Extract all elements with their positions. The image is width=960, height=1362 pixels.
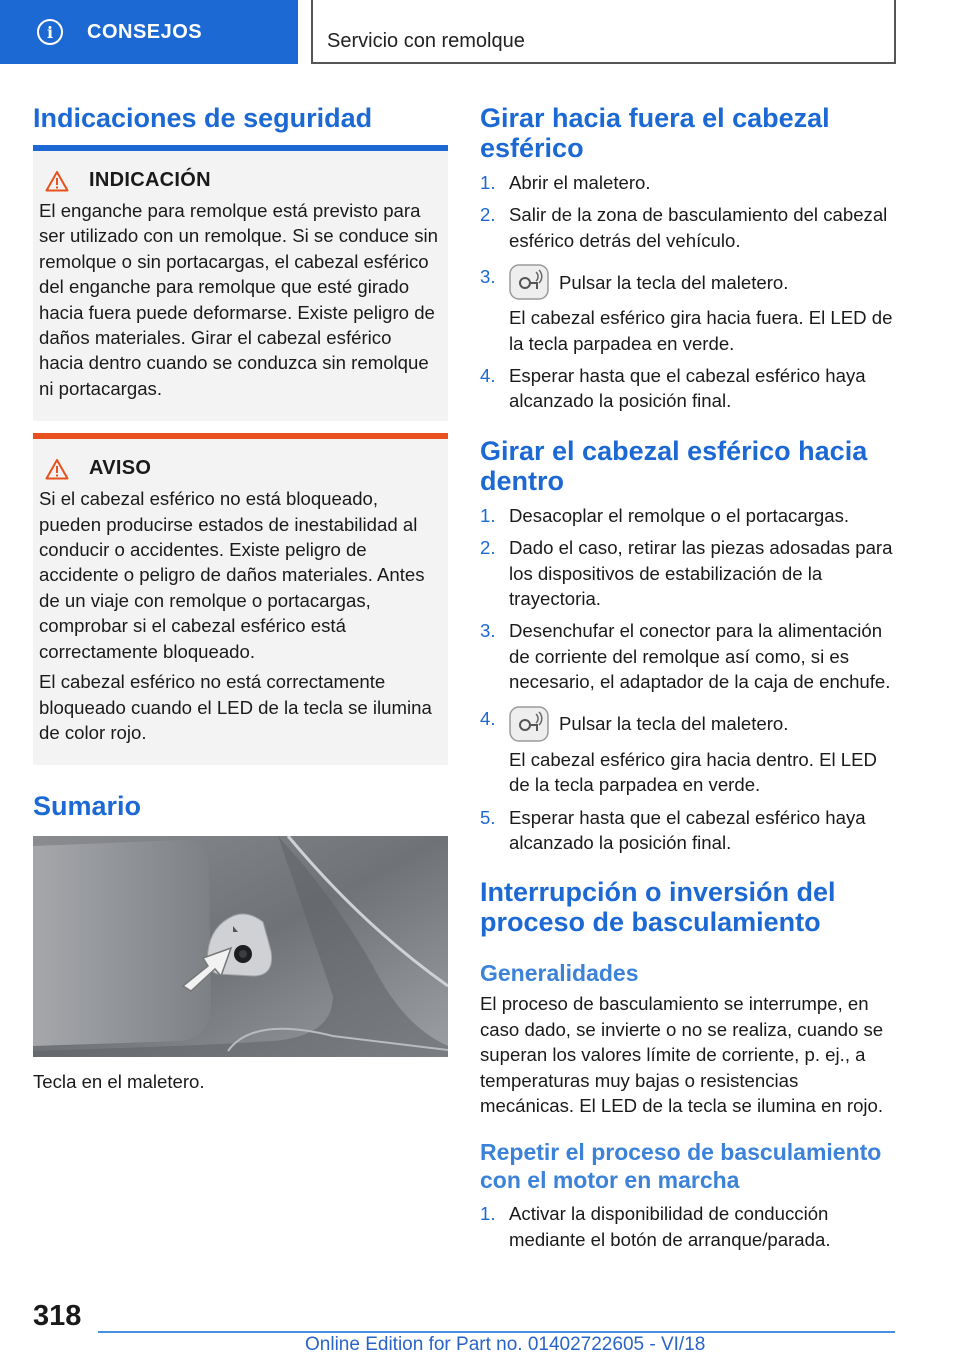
warning-triangle-icon xyxy=(45,170,69,192)
list-item: 2. Salir de la zona de basculamiento del cabezal esférico detrás del vehículo. xyxy=(480,204,888,251)
warning-callout xyxy=(33,433,448,765)
general-text: El proceso de basculamiento se interrumpe, en caso dado, se invierte o no se realiza, cuando se superan los valores límite de corriente, p. ej., a temperaturas muy bajas o resistencias mecánicas. El LED de la tecla se ilumina en rojo. xyxy=(480,993,884,1116)
general-heading: Generalidades xyxy=(480,960,639,987)
warning-triangle-icon xyxy=(45,458,69,480)
trailer-hitch-key-icon xyxy=(509,706,549,742)
warning-title: AVISO xyxy=(89,457,152,480)
notice-title: INDICACIÓN xyxy=(89,169,211,191)
right-column xyxy=(480,100,896,1252)
chapter-title-box xyxy=(311,0,896,64)
list-item: 3. Desenchufar el conector para la alimentación de corriente del remolque así como, si es necesario, el adaptador de la caja de enchufe. xyxy=(480,620,891,693)
edition-footer: Online Edition for Part no. 01402722605 - VI/18 xyxy=(305,1334,706,1355)
footer-divider xyxy=(98,1331,895,1333)
list-item: 1. Desacoplar el remolque o el portacargas. xyxy=(480,504,850,526)
interruption-heading: Interrupción o inversión del proceso de basculamiento xyxy=(480,877,836,938)
swing-in-steps xyxy=(480,503,896,855)
page-number: 318 xyxy=(33,1300,82,1332)
section-tab xyxy=(0,0,298,64)
safety-heading: Indicaciones de seguridad xyxy=(33,103,373,133)
list-item: 1. Activar la disponibilidad de conducción mediante el botón de arranque/parada. xyxy=(480,1203,831,1250)
list-item: 4. Pulsar la tecla del maletero. El cabezal esférico gira hacia dentro. El LED de la tecla parpadea en verde. xyxy=(480,707,877,796)
repeat-heading: Repetir el proceso de basculamiento con el motor en marcha xyxy=(480,1139,882,1194)
repeat-steps xyxy=(480,1201,896,1252)
chapter-title: Servicio con remolque xyxy=(327,30,525,52)
swing-in-heading: Girar el cabezal esférico hacia dentro xyxy=(480,435,868,496)
list-item: 3. Pulsar la tecla del maletero. El cabezal esférico gira hacia fuera. El LED de la tecla parpadea en verde. xyxy=(480,266,893,354)
left-column xyxy=(33,100,448,1094)
warning-text-1: Si el cabezal esférico no está bloqueado, pueden producirse estados de inestabilidad al conducir o accidentes. Existe peligro de accidente o peligro de daños materiales. Antes de un viaje con remolque o portacargas, comprobar si el cabezal esférico está correctamente bloqueado. xyxy=(39,488,425,662)
swing-out-steps xyxy=(480,170,896,414)
swing-out-heading: Girar hacia fuera el cabezal esférico xyxy=(480,103,830,163)
list-item: 1. Abrir el maletero. xyxy=(480,172,651,193)
summary-heading: Sumario xyxy=(33,791,142,822)
info-icon: i xyxy=(37,19,63,45)
photo-caption: Tecla en el maletero. xyxy=(33,1071,205,1093)
notice-text: El enganche para remolque está previsto para ser utilizado con un remolque. Si se conduce sin remolque o sin portacargas, el cabezal esférico del enganche para remolque que esté girado hacia fuera puede deformarse. Existe peligro de daños materiales. Girar el cabezal esférico hacia dentro cuando se conduzca sin remolque ni portacargas. xyxy=(39,200,438,399)
list-item: 5. Esperar hasta que el cabezal esférico haya alcanzado la posición final. xyxy=(480,806,866,853)
section-tab-label: CONSEJOS xyxy=(87,20,203,43)
warning-text-2: El cabezal esférico no está correctamente bloqueado cuando el LED de la tecla se ilumina de color rojo. xyxy=(39,671,432,743)
list-item: 2. Dado el caso, retirar las piezas adosadas para los dispositivos de estabilización de la trayectoria. xyxy=(480,537,893,610)
notice-callout xyxy=(33,151,448,421)
trunk-button-photo xyxy=(33,836,448,1057)
trailer-hitch-key-icon xyxy=(509,264,549,300)
list-item: 4. Esperar hasta que el cabezal esférico haya alcanzado la posición final. xyxy=(480,365,866,412)
